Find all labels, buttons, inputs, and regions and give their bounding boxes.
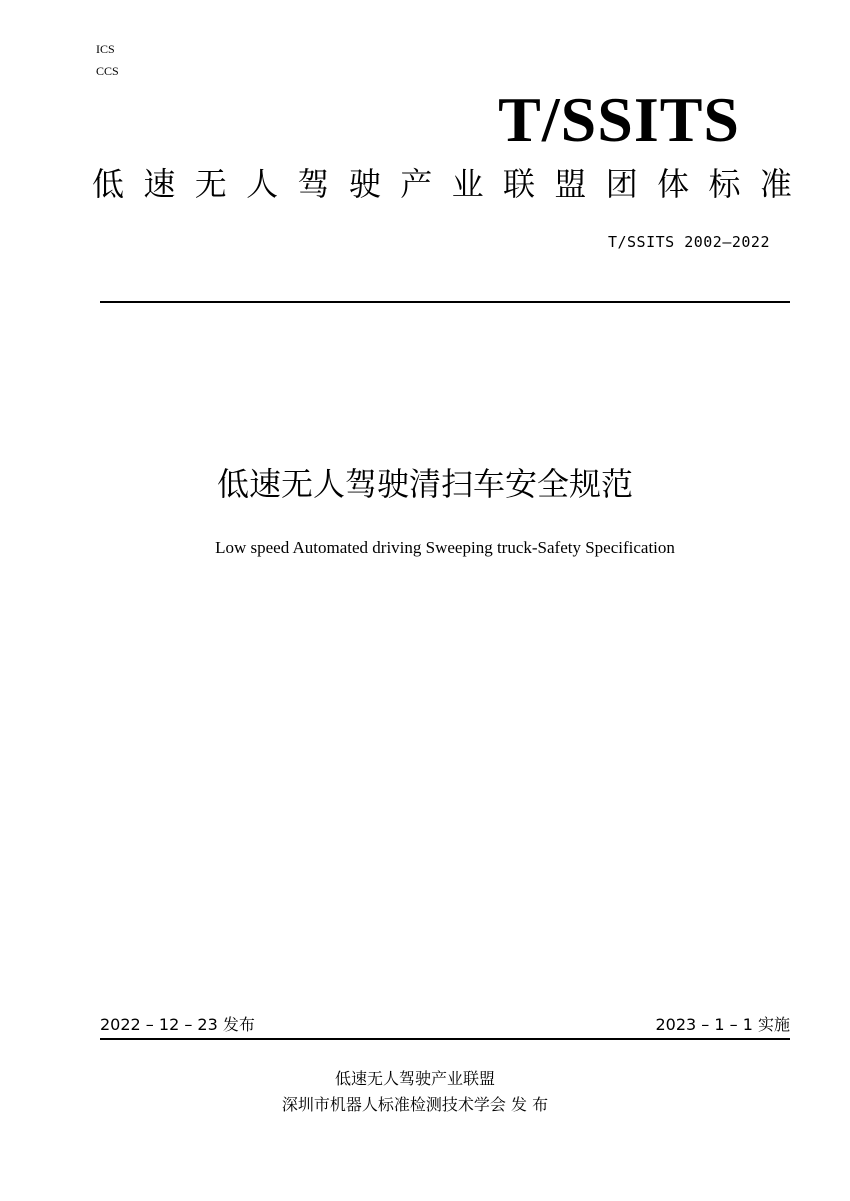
org-title-char: 业: [451, 165, 484, 203]
org-title-char: 无: [194, 165, 227, 203]
ics-label: ICS: [96, 42, 115, 56]
org-title-char: 标: [708, 165, 741, 203]
org-title-char: 联: [503, 165, 536, 203]
org-title-char: 低: [92, 165, 125, 203]
publish-date: 2022 – 12 – 23 发布: [100, 1015, 255, 1034]
issuer-alliance: 低速无人驾驶产业联盟: [334, 1069, 495, 1088]
org-title-char: 团: [605, 165, 638, 203]
org-title-char: 体: [657, 165, 690, 203]
standard-brand-code: T/SSITS: [498, 84, 740, 155]
issuer-society: 深圳市机器人标准检测技术学会 发 布: [281, 1095, 549, 1114]
org-title-char: 速: [143, 165, 176, 203]
org-title-char: 人: [246, 165, 279, 203]
top-divider: [100, 301, 790, 303]
bottom-divider: [100, 1038, 790, 1040]
document-title-en: Low speed Automated driving Sweeping truck-Safety Specification: [215, 538, 675, 557]
standard-number: T/SSITS 2002—2022: [607, 233, 770, 251]
org-title-char: 准: [759, 165, 792, 203]
ccs-label: CCS: [96, 64, 119, 78]
org-title-char: 产: [400, 165, 433, 203]
document-title-zh: 低速无人驾驶清扫车安全规范: [216, 465, 633, 503]
org-title-char: 驾: [297, 165, 330, 203]
org-title-char: 驶: [348, 165, 381, 203]
organization-standard-title: [92, 162, 792, 206]
org-title-char: 盟: [554, 165, 587, 203]
implementation-date: 2023 – 1 – 1 实施: [655, 1015, 790, 1034]
